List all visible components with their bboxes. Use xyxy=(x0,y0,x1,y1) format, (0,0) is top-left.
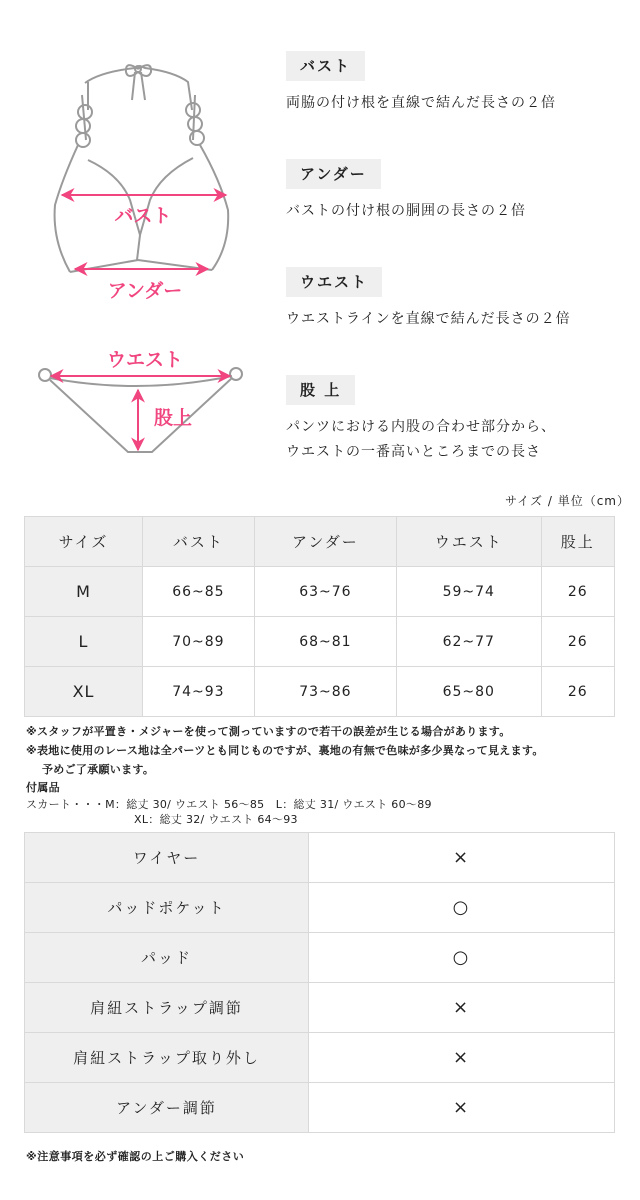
rise-cell: 26 xyxy=(541,617,614,667)
rise-cell: 26 xyxy=(541,567,614,617)
header-bust: バスト xyxy=(143,517,255,567)
note-lace: ※表地に使用のレース地は全パーツとも同じものですが、裏地の有無で色味が多少異なって見えます。 xyxy=(26,744,544,757)
definition-label: アンダー xyxy=(286,159,381,189)
measurement-illustration xyxy=(0,0,280,480)
definition-text-line1: パンツにおける内股の合わせ部分から、 xyxy=(286,419,556,435)
definition-waist xyxy=(286,267,571,332)
definition-label: バスト xyxy=(286,51,365,81)
waist-cell: 65~80 xyxy=(396,667,541,717)
size-cell: XL xyxy=(25,667,143,717)
feature-name: 肩紐ストラップ取り外し xyxy=(25,1033,309,1083)
definition-text: 両脇の付け根を直線で結んだ長さの２倍 xyxy=(286,95,556,111)
definition-text: ウエストラインを直線で結んだ長さの２倍 xyxy=(286,311,571,327)
table-row xyxy=(25,617,615,667)
feature-value: ○ xyxy=(309,933,615,983)
under-cell: 63~76 xyxy=(254,567,396,617)
definition-text: バストの付け根の胴囲の長さの２倍 xyxy=(286,203,526,219)
size-cell: M xyxy=(25,567,143,617)
table-row xyxy=(25,933,615,983)
rise-label: 股上 xyxy=(153,407,193,429)
footer-note: ※注意事項を必ず確認の上ご購入ください xyxy=(26,1150,245,1163)
bust-cell: 66~85 xyxy=(143,567,255,617)
unit-label: サイズ / 単位（cm） xyxy=(505,494,630,508)
table-row xyxy=(25,983,615,1033)
definition-bust xyxy=(286,51,556,116)
bust-cell: 70~89 xyxy=(143,617,255,667)
feature-name: アンダー調節 xyxy=(25,1083,309,1133)
accessory-line1: スカート・・・M：総丈 30/ ウエスト 56～85 L：総丈 31/ ウエスト 60～89 xyxy=(26,798,432,811)
waist-cell: 59~74 xyxy=(396,567,541,617)
definition-label: 股 上 xyxy=(286,375,355,405)
accessory-line2: XL：総丈 32/ ウエスト 64～93 xyxy=(134,813,298,826)
feature-name: パッド xyxy=(25,933,309,983)
definition-rise xyxy=(286,375,556,465)
table-row xyxy=(25,1033,615,1083)
rise-cell: 26 xyxy=(541,667,614,717)
accessory-title: 付属品 xyxy=(26,781,60,794)
feature-name: ワイヤー xyxy=(25,833,309,883)
bikini-diagram xyxy=(0,0,280,480)
under-cell: 68~81 xyxy=(254,617,396,667)
note-lace-cont: 予めご了承願います。 xyxy=(42,763,155,776)
feature-value: × xyxy=(309,983,615,1033)
header-size: サイズ xyxy=(25,517,143,567)
note-measurement: ※スタッフが平置き・メジャーを使って測っていますので若干の誤差が生じる場合があります。 xyxy=(26,725,511,738)
bust-label: バスト xyxy=(114,205,172,227)
bikini-bottom-outline xyxy=(39,368,242,452)
waist-cell: 62~77 xyxy=(396,617,541,667)
table-row xyxy=(25,567,615,617)
header-under: アンダー xyxy=(254,517,396,567)
table-row xyxy=(25,883,615,933)
header-waist: ウエスト xyxy=(396,517,541,567)
definition-under xyxy=(286,159,526,224)
feature-value: × xyxy=(309,1083,615,1133)
feature-value: ○ xyxy=(309,883,615,933)
table-row xyxy=(25,667,615,717)
features-table xyxy=(24,832,615,1133)
bust-cell: 74~93 xyxy=(143,667,255,717)
definition-label: ウエスト xyxy=(286,267,382,297)
table-row xyxy=(25,833,615,883)
under-cell: 73~86 xyxy=(254,667,396,717)
feature-value: × xyxy=(309,1033,615,1083)
feature-value: × xyxy=(309,833,615,883)
bikini-top-outline xyxy=(55,65,229,272)
table-row xyxy=(25,1083,615,1133)
definition-text-line2: ウエストの一番高いところまでの長さ xyxy=(286,444,541,460)
under-label: アンダー xyxy=(107,280,183,302)
feature-name: 肩紐ストラップ調節 xyxy=(25,983,309,1033)
table-header-row xyxy=(25,517,615,567)
size-cell: L xyxy=(25,617,143,667)
feature-name: パッドポケット xyxy=(25,883,309,933)
waist-label: ウエスト xyxy=(106,349,184,371)
size-table xyxy=(24,516,615,717)
header-rise: 股上 xyxy=(541,517,614,567)
notes xyxy=(26,722,544,827)
